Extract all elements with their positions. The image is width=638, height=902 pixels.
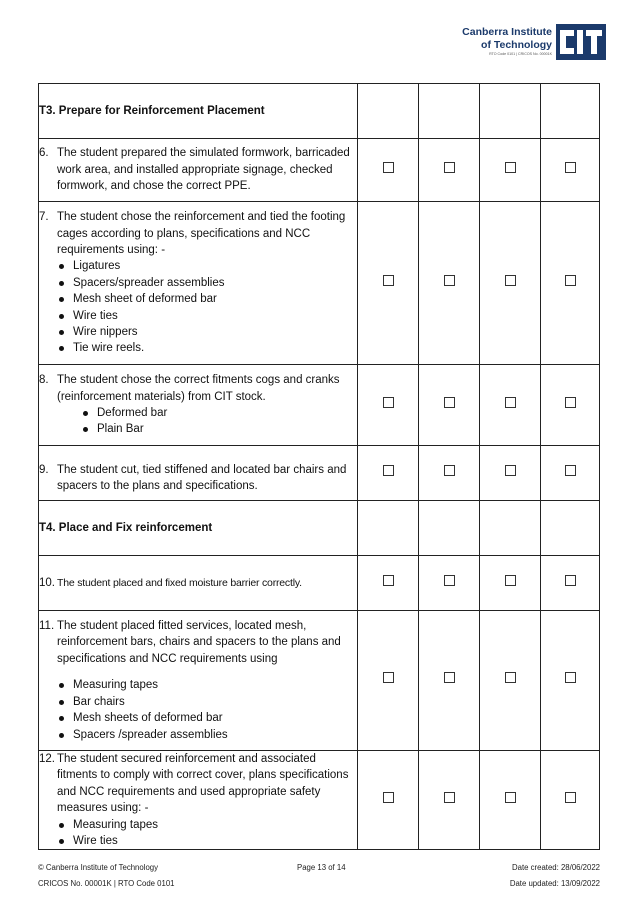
assessment-table — [38, 83, 600, 850]
checkbox-cell — [480, 139, 541, 202]
checkbox[interactable] — [565, 792, 576, 803]
cit-logo — [446, 24, 606, 60]
criteria-item — [39, 618, 357, 743]
checkbox-cell — [419, 751, 480, 850]
checkbox-cell — [419, 139, 480, 202]
criteria-description — [39, 446, 358, 501]
criteria-number: 7. — [39, 211, 49, 224]
criteria-text: The student chose the correct fitments cogs and cranks (reinforcement materials) from CIT stock. — [57, 374, 340, 403]
criteria-body — [57, 209, 357, 357]
checkbox-cell — [419, 556, 480, 611]
criteria-number: 11. — [39, 620, 55, 633]
empty-cell — [541, 501, 600, 556]
logo-name: Canberra Institute of Technology — [462, 26, 552, 51]
checkbox[interactable] — [383, 465, 394, 476]
checkbox-cell — [541, 139, 600, 202]
criteria-row — [39, 202, 600, 365]
criteria-item — [39, 751, 357, 849]
bullet-item: Measuring tapes — [57, 817, 357, 833]
criteria-body — [57, 751, 357, 849]
footer-codes: CRICOS No. 00001K | RTO Code 0101 — [38, 879, 175, 888]
criteria-row — [39, 751, 600, 850]
checkbox[interactable] — [444, 397, 455, 408]
bullet-item: Tie wire reels. — [57, 340, 357, 356]
footer-date-created: Date created: 28/06/2022 — [512, 863, 600, 872]
checkbox[interactable] — [565, 465, 576, 476]
criteria-text: The student placed fitted services, located mesh, reinforcement bars, chairs and spacers to the plans and specifications and NCC requirements using — [57, 620, 341, 665]
checkbox-cell — [419, 446, 480, 501]
criteria-text: The student prepared the simulated formwork, barricaded work area, and installed appropriate signage, checked formwork, and chose the correct PPE. — [57, 147, 350, 193]
checkbox[interactable] — [383, 672, 394, 683]
checkbox-cell — [419, 202, 480, 365]
bullet-item: Ligatures — [57, 258, 357, 274]
checkbox[interactable] — [565, 672, 576, 683]
empty-cell — [480, 501, 541, 556]
criteria-item — [39, 575, 357, 591]
criteria-item — [39, 209, 357, 357]
criteria-number: 8. — [39, 374, 49, 387]
checkbox[interactable] — [383, 397, 394, 408]
checkbox-cell — [480, 556, 541, 611]
criteria-item — [39, 462, 357, 495]
checkbox[interactable] — [444, 275, 455, 286]
checkbox[interactable] — [505, 792, 516, 803]
checkbox-cell — [480, 365, 541, 446]
criteria-number: 9. — [39, 463, 49, 476]
criteria-description — [39, 202, 358, 365]
criteria-row — [39, 139, 600, 202]
criteria-row — [39, 611, 600, 751]
checkbox[interactable] — [383, 162, 394, 173]
criteria-description — [39, 365, 358, 446]
checkbox-cell — [358, 139, 419, 202]
bullet-list — [57, 817, 357, 850]
bullet-item: Mesh sheets of deformed bar — [57, 710, 357, 726]
checkbox[interactable] — [505, 465, 516, 476]
section-row — [39, 84, 600, 139]
bullet-list — [57, 677, 357, 743]
checkbox[interactable] — [505, 397, 516, 408]
empty-cell — [480, 84, 541, 139]
criteria-number: 10. — [39, 576, 55, 589]
criteria-text: The student secured reinforcement and associated fitments to comply with correct cover, plans specifications and NCC requirements and used appropriate safety measures using: - — [57, 753, 349, 815]
bullet-item: Wire ties — [57, 308, 357, 324]
criteria-body — [57, 145, 357, 194]
criteria-row — [39, 556, 600, 611]
checkbox[interactable] — [444, 672, 455, 683]
criteria-text: The student placed and fixed moisture barrier correctly. — [57, 576, 302, 589]
checkbox-cell — [358, 202, 419, 365]
checkbox[interactable] — [505, 575, 516, 586]
criteria-body — [57, 462, 357, 495]
bullet-list — [57, 405, 357, 438]
checkbox-cell — [358, 556, 419, 611]
footer-page-number: Page 13 of 14 — [297, 863, 346, 872]
criteria-description — [39, 139, 358, 202]
checkbox-cell — [419, 365, 480, 446]
cit-logo-mark-icon — [556, 24, 606, 60]
checkbox[interactable] — [505, 275, 516, 286]
criteria-body — [57, 372, 357, 438]
criteria-number: 12. — [39, 753, 55, 765]
section-row — [39, 501, 600, 556]
checkbox-cell — [480, 446, 541, 501]
criteria-text: The student chose the reinforcement and tied the footing cages according to plans, specifications and NCC requirements using: - — [57, 211, 346, 256]
bullet-item: Wire ties — [57, 833, 357, 849]
logo-small-text: RTO Code 0101 | CRICOS No. 00001K — [489, 52, 552, 56]
checkbox[interactable] — [505, 162, 516, 173]
criteria-body — [57, 575, 357, 591]
checkbox-cell — [480, 202, 541, 365]
checkbox[interactable] — [444, 465, 455, 476]
checkbox-cell — [541, 611, 600, 751]
checkbox-cell — [541, 202, 600, 365]
checkbox-cell — [480, 611, 541, 751]
checkbox-cell — [358, 365, 419, 446]
checkbox-cell — [358, 611, 419, 751]
checkbox[interactable] — [565, 275, 576, 286]
bullet-item: Deformed bar — [57, 405, 357, 421]
criteria-item — [39, 145, 357, 194]
criteria-description — [39, 751, 358, 850]
criteria-description — [39, 556, 358, 611]
bullet-item: Plain Bar — [57, 421, 357, 437]
checkbox[interactable] — [383, 275, 394, 286]
bullet-item: Measuring tapes — [57, 677, 357, 693]
checkbox[interactable] — [383, 575, 394, 586]
checkbox-cell — [358, 751, 419, 850]
checkbox[interactable] — [565, 575, 576, 586]
empty-cell — [358, 84, 419, 139]
bullet-list — [57, 258, 357, 356]
checkbox-cell — [541, 556, 600, 611]
criteria-row — [39, 365, 600, 446]
bullet-item: Spacers /spreader assemblies — [57, 727, 357, 743]
empty-cell — [419, 501, 480, 556]
bullet-item: Bar chairs — [57, 694, 357, 710]
footer-copyright: © Canberra Institute of Technology — [38, 863, 159, 872]
criteria-number: 6. — [39, 147, 49, 160]
checkbox[interactable] — [565, 162, 576, 173]
footer-date-updated: Date updated: 13/09/2022 — [509, 879, 600, 888]
checkbox-cell — [358, 446, 419, 501]
criteria-body — [57, 618, 357, 743]
bullet-item: Mesh sheet of deformed bar — [57, 291, 357, 307]
checkbox-cell — [541, 751, 600, 850]
bullet-item: Wire nippers — [57, 324, 357, 340]
checkbox-cell — [480, 751, 541, 850]
criteria-item — [39, 372, 357, 438]
criteria-row — [39, 446, 600, 501]
empty-cell — [541, 84, 600, 139]
empty-cell — [358, 501, 419, 556]
section-heading: T3. Prepare for Reinforcement Placement — [39, 84, 358, 139]
criteria-text: The student cut, tied stiffened and located bar chairs and spacers to the plans and specifications. — [57, 463, 347, 492]
checkbox[interactable] — [565, 397, 576, 408]
checkbox[interactable] — [444, 162, 455, 173]
checkbox[interactable] — [383, 792, 394, 803]
checkbox[interactable] — [444, 575, 455, 586]
bullet-item: Spacers/spreader assemblies — [57, 275, 357, 291]
criteria-description — [39, 611, 358, 751]
checkbox-cell — [419, 611, 480, 751]
checkbox-cell — [541, 446, 600, 501]
checkbox-cell — [541, 365, 600, 446]
empty-cell — [419, 84, 480, 139]
checkbox[interactable] — [444, 792, 455, 803]
checkbox[interactable] — [505, 672, 516, 683]
section-heading: T4. Place and Fix reinforcement — [39, 501, 358, 556]
